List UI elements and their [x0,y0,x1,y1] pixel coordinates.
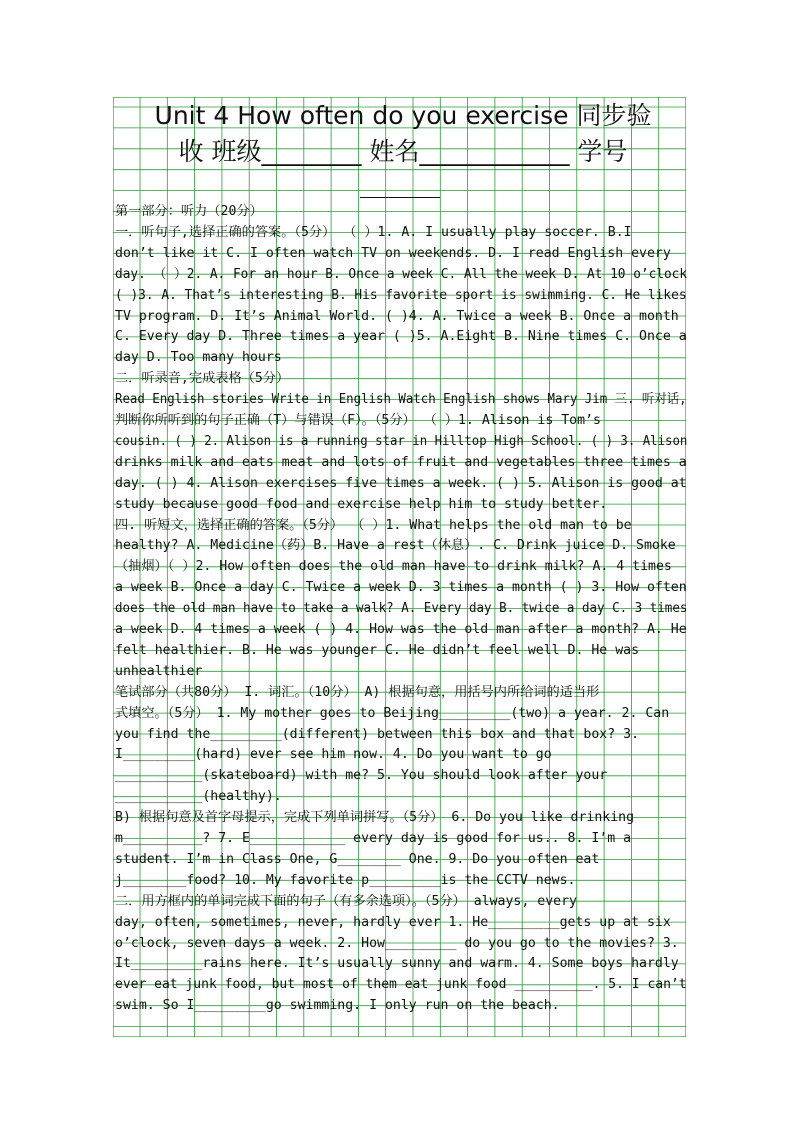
text-line: 一．听句子,选择正确的答案。（5分） （ ）1. A. I usually play soccer. B.I [115,224,632,240]
text-line: student. I’m in Class One, G________ One. 9. Do you often eat [115,851,600,867]
text-line: j________food? 10. My favorite p_________is the CCTV news. [115,872,576,888]
title-line-2: 收 班级________ 姓名____________ 学号 [178,137,628,166]
text-line: 式填空。（5分） 1. My mother goes to Beijing_________(two) a year. 2. Can [115,705,670,721]
text-line: ___________(skateboard) with me? 5. You should look after your [115,768,608,784]
title-line-3-blank [360,171,440,198]
text-line: （抽烟）（ ）2. How often does the old man have to drink milk? A. 4 times [115,559,672,575]
text-line: you find the_________(different) between this box and that box? 3. [115,726,640,742]
text-line: 第一部分：听力（20分） [115,204,263,219]
text-line: C. Every day D. Three times a year ( )5. A.Eight B. Nine times C. Once a [115,329,687,345]
text-line: ever eat junk food, but most of them eat junk food __________. 5. I can’t [115,977,687,993]
text-line: ( )3. A. That’s interesting B. His favorite sport is swimming. C. He likes [115,287,687,303]
text-line: m__________? 7. E____________ every day is good for us.. 8. I’m a [115,831,632,846]
text-line: a week D. 4 times a week ( ) 4. How was the old man after a month? A. He [115,622,687,637]
text-line: 二．用方框内的单词完成下面的句子（有多余选项）。（5分） always, every [115,893,577,909]
text-line: study because good food and exercise help him to study better. [115,496,608,512]
text-line: felt healthier. B. He was younger C. He didn’t feel well D. He was [115,642,640,658]
text-line: 四. 听短文，选择正确的答案。（5分） （ ）1. What helps the old man to be [115,517,632,533]
text-line: ___________(healthy). [115,789,282,805]
text-line: swim. So I_________go swimming. I only run on the beach. [115,998,560,1014]
text-line: 二．听录音,完成表格（5分） [115,371,290,387]
text-line: unhealthier [115,663,203,679]
title-line-1: Unit 4 How often do you exercise 同步验 [154,101,652,130]
text-line: a week B. Once a day C. Twice a week D. 3 times a month ( ) 3. How often [115,580,687,596]
text-line: don’t like it C. I often watch TV on weekends. D. I read English every [115,245,671,261]
text-line: day D. Too many hours [115,350,282,366]
text-line: does the old man have to take a walk? A. Every day B. twice a day C. 3 times [115,601,688,617]
text-line: o’clock, seven days a week. 2. How_________ do you go to the movies? 3. [115,935,679,951]
text-line: Read English stories Write in English Watch English shows Mary Jim 三. 听对话, [115,392,687,408]
text-line: day. （ ）2. A. For an hour B. Once a week C. All the week D. At 10 o’clock [115,266,688,282]
text-line: day. ( ) 4. Alison exercises five times a week. ( ) 5. Alison is good at [115,475,687,491]
text-line: TV program. D. It’s Animal World. ( )4. A. Twice a week B. Once a month [115,308,679,324]
text-line: B) 根据句意及首字母提示，完成下列单词拼写。（5分） 6. Do you like drinking [115,810,635,826]
text-line: cousin. ( ) 2. Alison is a running star in Hilltop High School. ( ) 3. Alison [115,433,688,449]
text-line: 笔试部分（共80分） I. 词汇。（10分） A) 根据句意，用括号内所给词的适当形 [115,684,600,700]
text-line: drinks milk and eats meat and lots of fruit and vegetables three times a [115,454,687,470]
text-line: healthy? A. Medicine（药）B. Have a rest（休息）. C. Drink juice D. Smoke [115,538,676,554]
text-line: 判断你所听到的句子正确（T）与错误（F）。（5分） （ ）1. Alison is Tom’s [115,413,601,428]
text-line: I_________(hard) ever see him now. 4. Do you want to go [115,747,552,763]
text-line: day, often, sometimes, never, hardly ever 1. He_________gets up at six [115,914,671,930]
text-line: It_________rains here. It’s usually sunny and warm. 4. Some boys hardly [115,956,679,972]
